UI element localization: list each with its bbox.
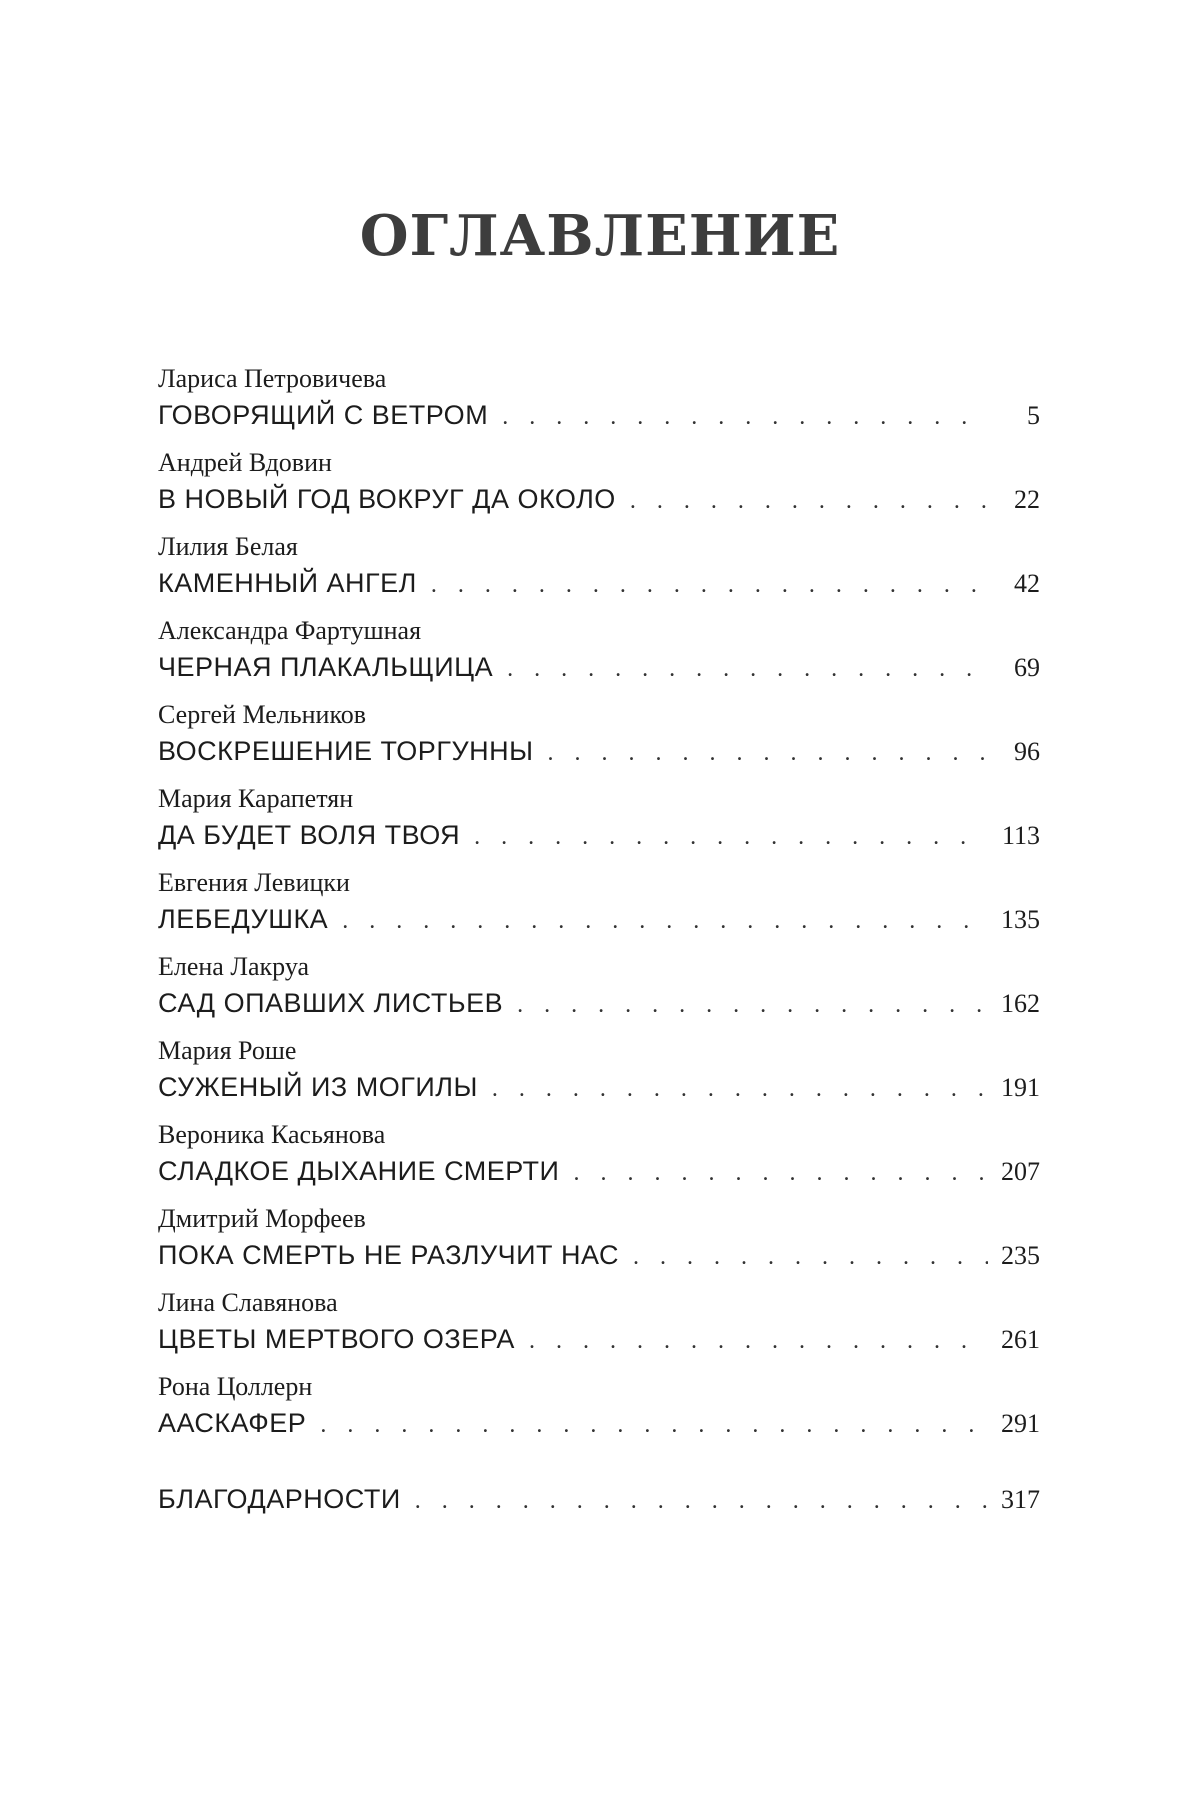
entry-title: КАМЕННЫЙ АНГЕЛ: [158, 568, 417, 598]
entry-title: ДА БУДЕТ ВОЛЯ ТВОЯ: [158, 820, 461, 850]
toc-entry: [158, 867, 1040, 939]
dot-leader: [320, 1405, 988, 1445]
entry-line: [158, 731, 1040, 771]
entry-author: Андрей Вдовин: [158, 448, 332, 477]
dot-leader: [529, 1321, 988, 1361]
entry-page-number: 207: [1001, 1157, 1040, 1186]
entry-author: Елена Лакруа: [158, 952, 310, 981]
entry-page-number: 291: [1001, 1409, 1040, 1438]
entry-title: ЦВЕТЫ МЕРТВОГО ОЗЕРА: [158, 1324, 515, 1354]
entry-line: [158, 1403, 1040, 1443]
dot-leader: [548, 733, 989, 773]
entry-page-number: 317: [1001, 1485, 1040, 1514]
dot-leader: [431, 565, 988, 605]
entry-line: [158, 1067, 1040, 1107]
dot-leader: [492, 1069, 988, 1109]
entry-page-number: 5: [1027, 401, 1040, 430]
entry-line: [158, 479, 1040, 519]
entry-title: ЛЕБЕДУШКА: [158, 904, 329, 934]
dot-leader: [633, 1237, 988, 1277]
toc-entry: [158, 1203, 1040, 1275]
entry-page-number: 235: [1001, 1241, 1040, 1270]
entry-title: ААСКАФЕР: [158, 1408, 307, 1438]
toc-entry: [158, 1287, 1040, 1359]
toc-entry: [158, 1035, 1040, 1107]
entry-author: Мария Роше: [158, 1036, 297, 1065]
entry-title: ВОСКРЕШЕНИЕ ТОРГУННЫ: [158, 736, 534, 766]
entry-page-number: 96: [1014, 737, 1040, 766]
entry-author: Рона Цоллерн: [158, 1372, 313, 1401]
entry-title: В НОВЫЙ ГОД ВОКРУГ ДА ОКОЛО: [158, 484, 616, 514]
toc-entry: [158, 783, 1040, 855]
toc-entry: [158, 363, 1040, 435]
entry-line: [158, 983, 1040, 1023]
toc-entry-acknowledgements: [158, 1479, 1040, 1519]
toc-entry: [158, 1371, 1040, 1443]
entry-page-number: 191: [1001, 1073, 1040, 1102]
toc-entry: [158, 699, 1040, 771]
toc-entry: [158, 615, 1040, 687]
entry-page-number: 42: [1014, 569, 1040, 598]
entry-page-number: 135: [1001, 905, 1040, 934]
entry-title: ПОКА СМЕРТЬ НЕ РАЗЛУЧИТ НАС: [158, 1240, 619, 1270]
entry-author: Евгения Левицки: [158, 868, 350, 897]
entry-author: Лина Славянова: [158, 1288, 338, 1317]
entry-author: Лариса Петровичева: [158, 364, 387, 393]
entry-author: Лилия Белая: [158, 532, 298, 561]
table-of-contents: [158, 363, 1040, 1531]
entry-author: Дмитрий Морфеев: [158, 1204, 366, 1233]
entry-line: [158, 395, 1040, 435]
entry-title: БЛАГОДАРНОСТИ: [158, 1484, 401, 1514]
entry-line: [158, 1235, 1040, 1275]
entry-page-number: 113: [1001, 821, 1040, 850]
toc-entry: [158, 951, 1040, 1023]
dot-leader: [573, 1153, 988, 1193]
entry-page-number: 162: [1001, 989, 1040, 1018]
dot-leader: [502, 397, 988, 437]
toc-entry: [158, 531, 1040, 603]
entry-line: [158, 1151, 1040, 1191]
entry-page-number: 22: [1014, 485, 1040, 514]
dot-leader: [415, 1481, 988, 1521]
dot-leader: [474, 817, 988, 857]
entry-author: Александра Фартушная: [158, 616, 422, 645]
page-title: ОГЛАВЛЕНИЕ: [359, 203, 841, 269]
dot-leader: [342, 901, 988, 941]
entry-line: [158, 1319, 1040, 1359]
entry-page-number: 69: [1014, 653, 1040, 682]
entry-line: [158, 1479, 1040, 1519]
dot-leader: [630, 481, 988, 521]
entry-title: СУЖЕНЫЙ ИЗ МОГИЛЫ: [158, 1072, 478, 1102]
entry-line: [158, 563, 1040, 603]
dot-leader: [517, 985, 988, 1025]
dot-leader: [507, 649, 988, 689]
entry-line: [158, 815, 1040, 855]
entry-title: ГОВОРЯЩИЙ С ВЕТРОМ: [158, 400, 489, 430]
toc-entry: [158, 1119, 1040, 1191]
entry-page-number: 261: [1001, 1325, 1040, 1354]
entry-line: [158, 899, 1040, 939]
entry-line: [158, 647, 1040, 687]
toc-entry: [158, 447, 1040, 519]
entry-title: СЛАДКОЕ ДЫХАНИЕ СМЕРТИ: [158, 1156, 560, 1186]
entry-title: САД ОПАВШИХ ЛИСТЬЕВ: [158, 988, 504, 1018]
entry-author: Вероника Касьянова: [158, 1120, 386, 1149]
entry-author: Мария Карапетян: [158, 784, 354, 813]
entry-author: Сергей Мельников: [158, 700, 367, 729]
entry-title: ЧЕРНАЯ ПЛАКАЛЬЩИЦА: [158, 652, 494, 682]
